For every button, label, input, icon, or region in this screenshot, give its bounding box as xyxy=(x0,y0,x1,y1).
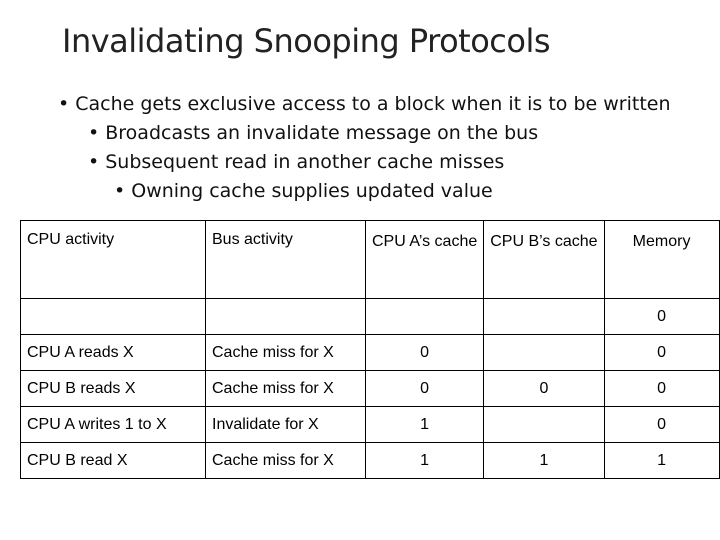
cell-cpu-activity: CPU B read X xyxy=(21,443,206,479)
table-row xyxy=(21,299,720,335)
cell-memory: 0 xyxy=(604,335,719,371)
header-memory: Memory xyxy=(604,221,719,299)
cell-cpu-activity: CPU A writes 1 to X xyxy=(21,407,206,443)
cell-cpu-activity xyxy=(21,299,206,335)
cell-cpu-b-cache xyxy=(484,407,604,443)
cell-memory: 1 xyxy=(604,443,719,479)
cell-bus-activity: Invalidate for X xyxy=(206,407,366,443)
bullet-item: • Owning cache supplies updated value xyxy=(114,180,493,202)
cell-cpu-a-cache: 0 xyxy=(366,335,484,371)
bullet-item: • Subsequent read in another cache misses xyxy=(88,151,505,173)
header-cpu-a-cache: CPU A’s cache xyxy=(366,221,484,299)
bullet-item: • Broadcasts an invalidate message on the bus xyxy=(88,122,539,144)
header-cpu-b-cache: CPU B’s cache xyxy=(484,221,604,299)
bullet-list xyxy=(58,90,671,206)
table-header-row xyxy=(21,221,720,299)
cell-memory: 0 xyxy=(604,299,719,335)
cell-bus-activity: Cache miss for X xyxy=(206,335,366,371)
cell-bus-activity: Cache miss for X xyxy=(206,443,366,479)
cell-memory: 0 xyxy=(604,371,719,407)
cache-state-table xyxy=(20,220,720,479)
cell-cpu-b-cache: 1 xyxy=(484,443,604,479)
cell-cpu-b-cache xyxy=(484,299,604,335)
table-row xyxy=(21,335,720,371)
table-row xyxy=(21,443,720,479)
cell-cpu-activity: CPU B reads X xyxy=(21,371,206,407)
bullet-item: • Cache gets exclusive access to a block when it is to be written xyxy=(58,93,671,115)
slide-title: Invalidating Snooping Protocols xyxy=(62,22,551,60)
cell-cpu-a-cache: 1 xyxy=(366,407,484,443)
header-cpu-activity: CPU activity xyxy=(21,221,206,299)
cell-bus-activity xyxy=(206,299,366,335)
cell-memory: 0 xyxy=(604,407,719,443)
cell-cpu-activity: CPU A reads X xyxy=(21,335,206,371)
cell-cpu-b-cache: 0 xyxy=(484,371,604,407)
cell-cpu-a-cache: 1 xyxy=(366,443,484,479)
header-bus-activity: Bus activity xyxy=(206,221,366,299)
cell-cpu-b-cache xyxy=(484,335,604,371)
table-row xyxy=(21,371,720,407)
cell-cpu-a-cache xyxy=(366,299,484,335)
cell-bus-activity: Cache miss for X xyxy=(206,371,366,407)
table-row xyxy=(21,407,720,443)
cell-cpu-a-cache: 0 xyxy=(366,371,484,407)
